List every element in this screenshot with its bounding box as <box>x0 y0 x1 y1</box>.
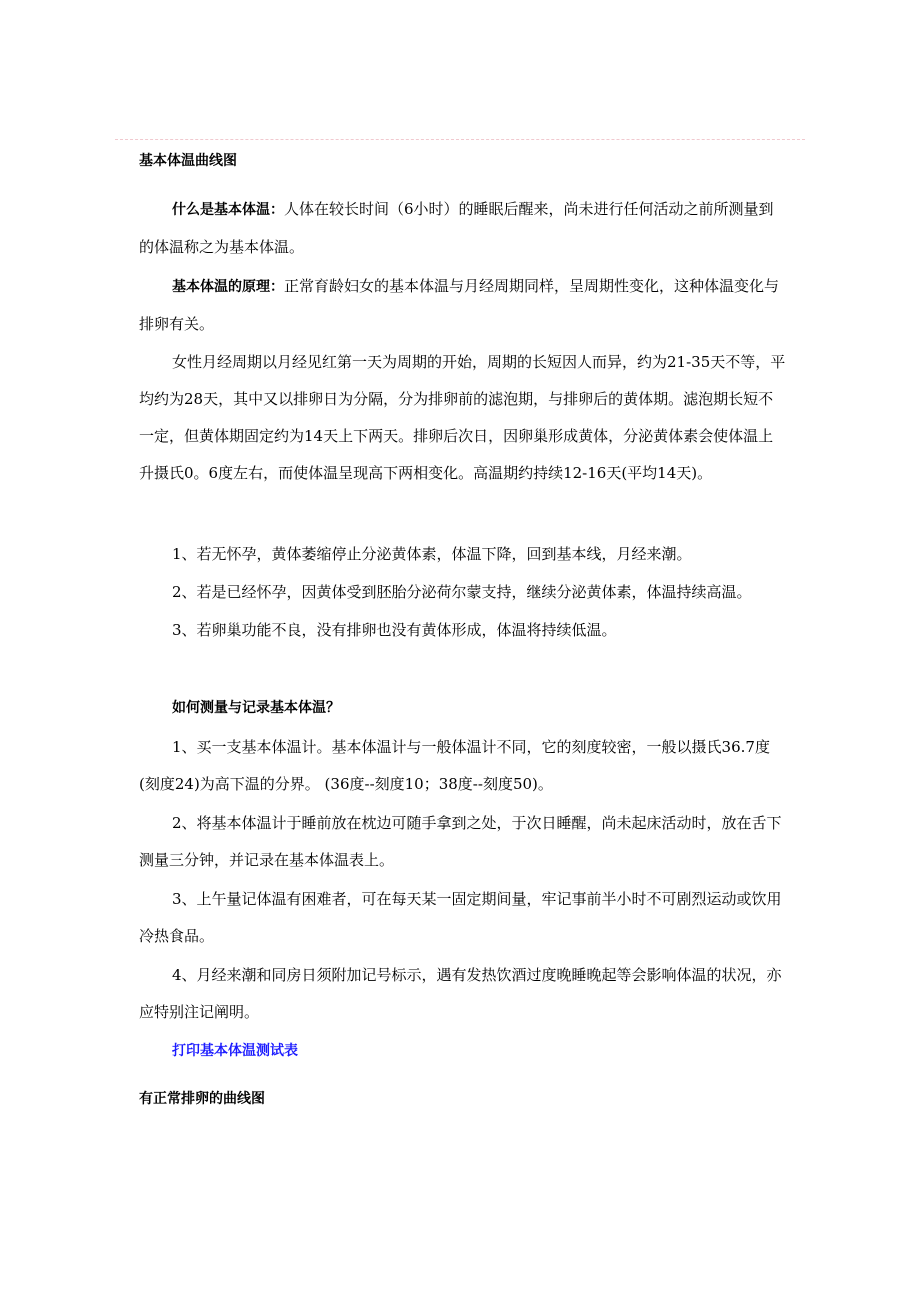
measure-step: 4、月经来潮和同房日须附加记号标示，遇有发热饮酒过度晚睡晚起等会影响体温的状况，亦应特别注记阐明。 <box>139 966 782 1021</box>
measure-step: 3、上午量记体温有困难者，可在每天某一固定期间量，牢记事前半小时不可剧烈运动或饮用冷热食品。 <box>139 890 782 945</box>
definition-text: 人体在较长时间（6小时）的睡眠后醒来，尚未进行任何活动之前所测量到的体温称之为基本体温。 <box>139 200 774 256</box>
principle-text: 正常育龄妇女的基本体温与月经周期同样，呈周期性变化，这种体温变化与排卵有关。 <box>139 277 780 333</box>
measure-heading: 如何测量与记录基本体温？ <box>172 700 340 716</box>
measure-step: 2、将基本体温计于睡前放在枕边可随手拿到之处，于次日睡醒，尚未起床活动时，放在舌下测量三分钟，并记录在基本体温表上。 <box>139 814 782 869</box>
measure-step: 1、买一支基本体温计。基本体温计与一般体温计不同，它的刻度较密，一般以摄氏36.7度(刻度24)为高下温的分界。 (36度--刻度10；38度--刻度50)。 <box>139 738 770 793</box>
case-item: 3、若卵巢功能不良，没有排卵也没有黄体形成，体温将持续低温。 <box>172 621 617 639</box>
definition-label: 什么是基本体温： <box>172 202 284 218</box>
principle-label: 基本体温的原理： <box>172 279 284 295</box>
normal-curve-heading: 有正常排卵的曲线图 <box>139 1091 265 1107</box>
cycle-paragraph: 女性月经周期以月经见红第一天为周期的开始，周期的长短因人而异，约为21-35天不等，平均约为28天，其中又以排卵日为分隔，分为排卵前的滤泡期，与排卵后的黄体期。滤泡期长短不一定，但黄体期固定约为14天上下两天。排卵后次日，因卵巢形成黄体，分泌黄体素会使体温上升摄氏0。6度左右，而使体温呈现高下两相变化。高温期约持续12-16天(平均14天)。 <box>139 353 786 482</box>
case-item: 1、若无怀孕，黄体萎缩停止分泌黄体素，体温下降，回到基本线，月经来潮。 <box>172 545 692 563</box>
page-title: 基本体温曲线图 <box>139 153 237 169</box>
dashed-divider <box>115 139 805 140</box>
definition-paragraph <box>139 191 787 266</box>
principle-paragraph <box>139 268 787 343</box>
print-chart-link[interactable]: 打印基本体温测试表 <box>172 1043 298 1059</box>
case-item: 2、若是已经怀孕，因黄体受到胚胎分泌荷尔蒙支持，继续分泌黄体素，体温持续高温。 <box>172 583 752 601</box>
